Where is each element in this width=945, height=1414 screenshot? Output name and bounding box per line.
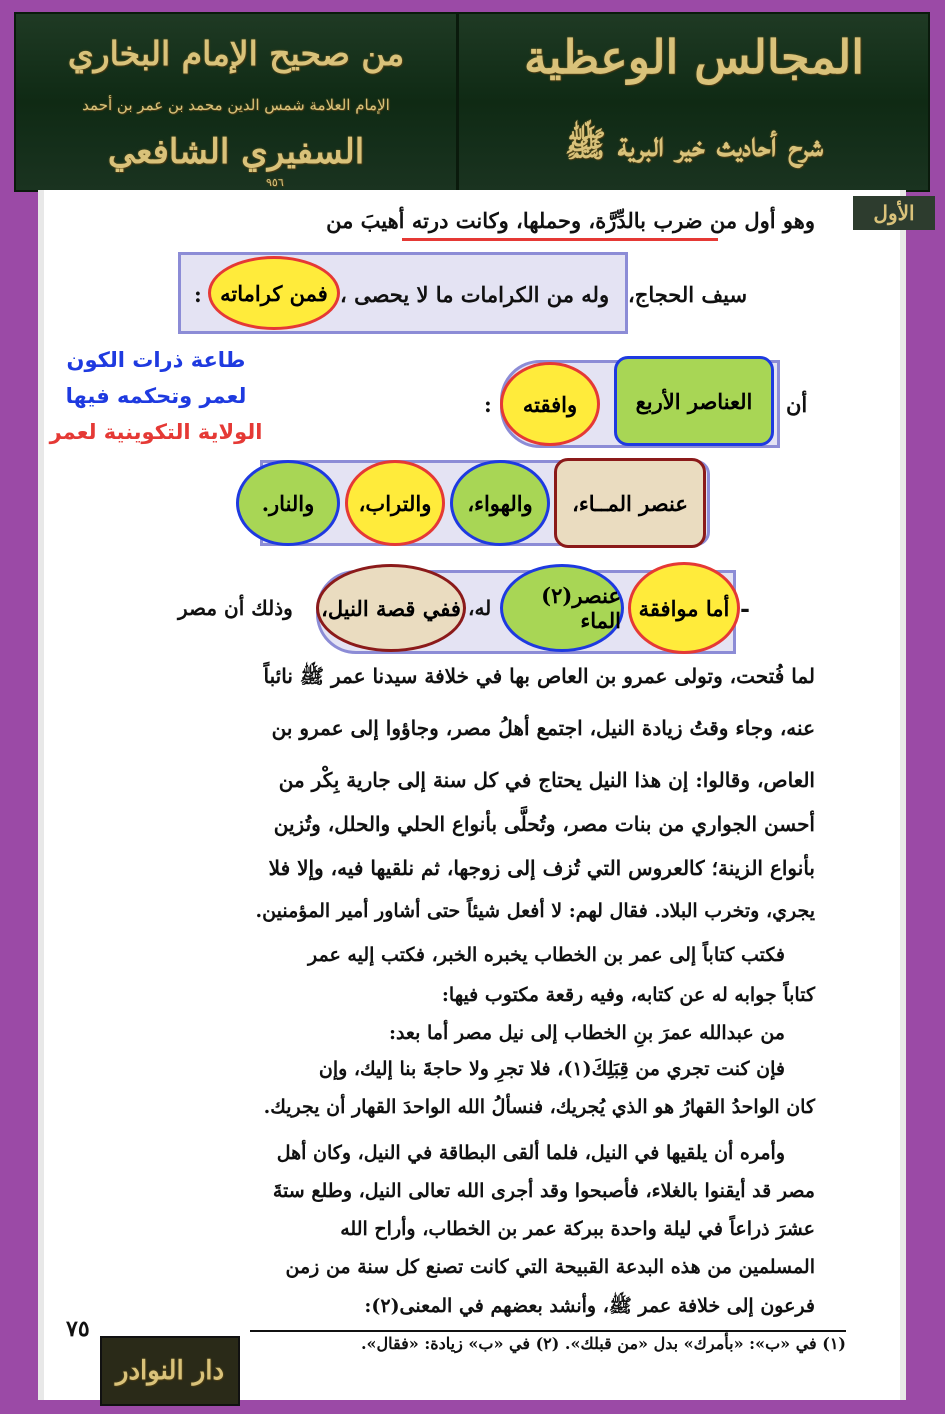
volume-tag: الأول xyxy=(853,196,935,230)
text-lahu: له، xyxy=(468,596,492,620)
body-line: من عبدالله عمرَ بنِ الخطاب إلى نيل مصر أما بعد: xyxy=(388,1022,785,1044)
body-line: فإن كنت تجري من قِبَلِكَ(١)، فلا تجرِ ولا حاجةَ بنا إليك، وإن xyxy=(318,1058,785,1080)
banner-author-name: السفيري الشافعي xyxy=(107,132,365,172)
body-line: العاص، وقالوا: إن هذا النيل يحتاج في كل سنة إلى جارية بِكْر من xyxy=(278,768,815,792)
banner-year: ٩٥٦ xyxy=(266,176,284,189)
text-wa-dhalika: وذلك أن مصر xyxy=(178,596,293,620)
text-an: أن xyxy=(786,392,808,417)
text-line-1: وهو أول من ضرب بالدِّرَّة، وحملها، وكانت درته أهيبَ من xyxy=(326,208,815,233)
body-line: مصر قد أيقنوا بالغلاء، فأصبحوا وقد أجرى الله تعالى النيل، وطلع ستةَ xyxy=(272,1180,815,1202)
body-line: كتاباً جوابه له عن كتابه، وفيه رقعة مكتوب فيها: xyxy=(441,984,815,1006)
publisher-logo xyxy=(100,1336,240,1406)
body-line: عنه، وجاء وقتُ زيادة النيل، اجتمع أهلُ مصر، وجاؤوا إلى عمرو بن xyxy=(271,716,815,740)
pill-unsur-al-ma: عنصر المــاء، xyxy=(554,458,706,548)
pill-al-hawa: والهواء، xyxy=(450,460,550,546)
pill-al-nar: والنار. xyxy=(236,460,340,546)
pill-al-anasir: العناصر الأربع xyxy=(614,356,774,446)
pill-wafaqathu: وافقته xyxy=(500,362,600,446)
banner-right-subtitle: شرح أحاديث خير البرية ﷺ xyxy=(564,125,824,165)
body-line: بأنواع الزينة؛ كالعروس التي تُزف إلى زوجها، ثم نلقيها فيه، وإلا فلا xyxy=(268,856,815,880)
body-line: المسلمين من هذه البدعة القبيحة التي كانت تصنع كل سنة من زمن xyxy=(285,1256,815,1278)
text-sayf-hajjaj: سيف الحجاج، xyxy=(628,282,748,307)
body-line: فكتب كتاباً إلى عمر بن الخطاب يخبره الخبر، فكتب إليه عمر xyxy=(308,944,785,966)
body-line: وأمره أن يلقيها في النيل، فلما ألقى البطاقة في النيل، وكان أهل xyxy=(276,1142,785,1164)
body-line: عشرَ ذراعاً في ليلة واحدة ببركة عمر بن الخطاب، وأراح الله xyxy=(340,1218,815,1240)
text-karamat-count: وله من الكرامات ما لا يحصى ، xyxy=(340,282,610,307)
body-line: فرعون إلى خلافة عمر ﷺ، وأنشد بعضهم في المعنى(٢): xyxy=(364,1295,815,1317)
body-line: أحسن الجواري من بنات مصر، وتُحلَّى بأنواع الحلي والحلل، وتُزين xyxy=(273,812,815,836)
banner-left-title: من صحيح الإمام البخاري xyxy=(67,34,405,73)
banner-right-panel xyxy=(459,14,929,190)
text-colon-2: : xyxy=(484,392,492,417)
banner-left-panel xyxy=(16,14,459,190)
banner-author-line: الإمام العلامة شمس الدين محمد بن عمر بن أحمد xyxy=(82,96,390,114)
title-banner xyxy=(14,12,930,192)
body-line: لما فُتحت، وتولى عمرو بن العاص بها في خلافة سيدنا عمر ﷺ نائباً xyxy=(263,664,815,688)
page-number: ٧٥ xyxy=(66,1316,90,1342)
pill-al-turab: والتراب، xyxy=(345,460,445,546)
text-dash: - xyxy=(740,594,750,623)
side-note-line-2: لعمر وتحكمه فيها xyxy=(65,384,247,408)
body-line: يجري، وتخرب البلاد. فقال لهم: لا أفعل شيئاً حتى أشاور أمير المؤمنين. xyxy=(255,900,815,922)
footnote-text: (١) في «ب»: «بأمرك» بدل «من قبلك». (٢) في «ب» زيادة: «فقال». xyxy=(360,1334,846,1353)
pill-unsur-al-ma-2: عنصر(٢) الماء xyxy=(500,564,624,652)
pill-fa-min-karamatih: فمن كراماته xyxy=(208,256,340,330)
text-colon-1: : xyxy=(194,282,202,307)
body-line: كان الواحدُ القهارُ هو الذي يُجريك، فنسألُ الله الواحدَ القهار أن يجريك. xyxy=(263,1096,815,1118)
underline-mark xyxy=(402,238,718,241)
pill-qissat-al-nil: ففي قصة النيل، xyxy=(316,564,466,652)
side-note-line-3: الولاية التكوينية لعمر xyxy=(49,420,263,444)
side-note-line-1: طاعة ذرات الكون xyxy=(66,348,246,372)
pill-amma-muwafaqa: أما موافقة xyxy=(628,562,740,654)
footnote-divider xyxy=(250,1330,846,1332)
publisher-logo-text: دار النوادر xyxy=(115,1356,225,1386)
banner-right-title: المجالس الوعظية xyxy=(523,30,865,84)
